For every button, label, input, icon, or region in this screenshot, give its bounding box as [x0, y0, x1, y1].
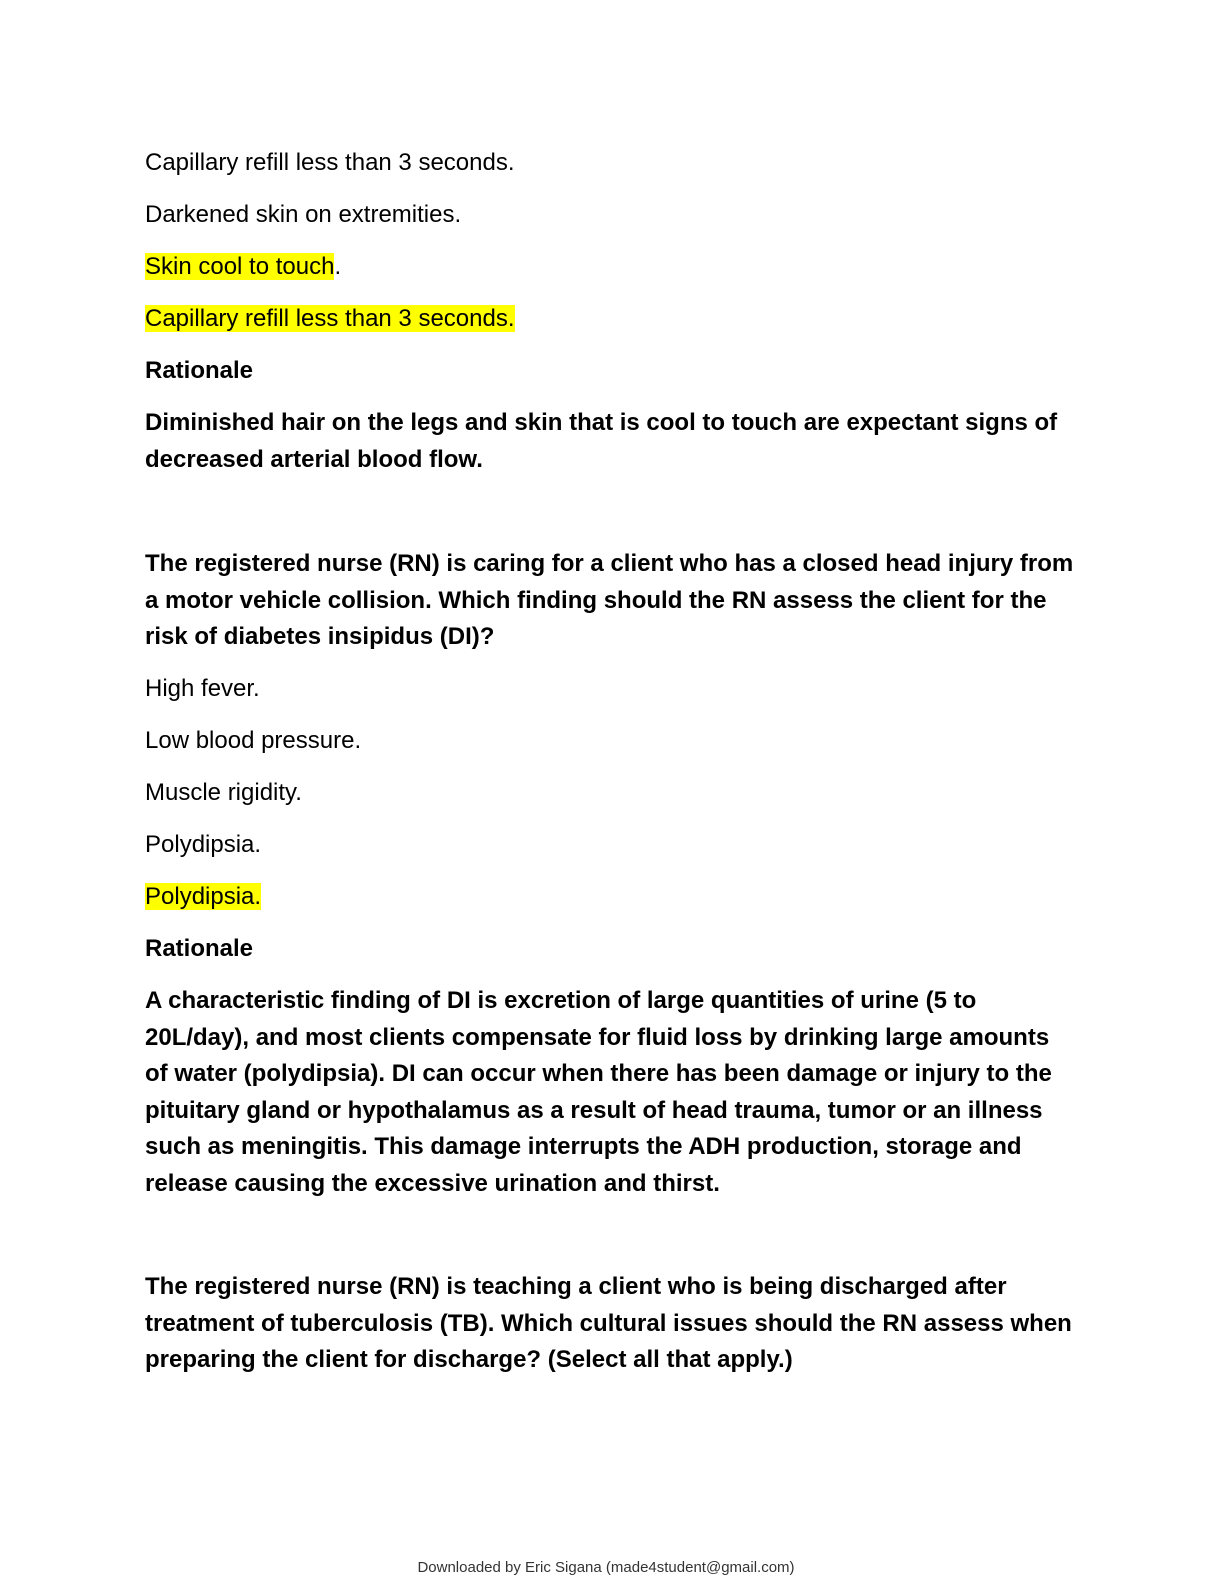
answer-trailing: .	[334, 253, 342, 280]
question-text: The registered nurse (RN) is caring for a client who has a closed head injury from a motor vehicle collision. Which finding should the RN assess the client for the risk of diabetes insipidus (DI)?	[145, 550, 1074, 650]
rationale-text: Diminished hair on the legs and skin that is cool to touch are expectant signs of decreased arterial blood flow.	[145, 409, 1058, 473]
option-darkened-skin: Darkened skin on extremities.	[145, 201, 462, 228]
answer-highlight: Skin cool to touch	[145, 253, 335, 280]
footer-text: Downloaded by Eric Sigana (made4student@gmail.com)	[417, 1559, 795, 1576]
question-text: The registered nurse (RN) is teaching a client who is being discharged after treatment of tuberculosis (TB). Which cultural issues should the RN assess when preparing the client for discharge? (Select all that apply.)	[145, 1273, 1072, 1373]
rationale-heading: Rationale	[145, 357, 254, 384]
option-capillary-refill: Capillary refill less than 3 seconds.	[145, 149, 515, 176]
download-footer	[0, 1559, 1224, 1576]
option-high-fever: High fever.	[145, 675, 260, 702]
answer-highlight: Capillary refill less than 3 seconds.	[145, 305, 515, 332]
answer-skin-cool	[145, 252, 341, 282]
answer-polydipsia	[145, 882, 261, 912]
rationale-heading: Rationale	[145, 935, 254, 962]
answer-capillary-refill	[145, 304, 515, 334]
option-muscle-rigidity: Muscle rigidity.	[145, 779, 302, 806]
option-low-blood-pressure: Low blood pressure.	[145, 727, 362, 754]
option-polydipsia: Polydipsia.	[145, 831, 262, 858]
rationale-text: A characteristic finding of DI is excretion of large quantities of urine (5 to 20L/day), and most clients compensate for fluid loss by drinking large amounts of water (polydipsia). DI can occur when there has been damage or injury to the pituitary gland or hypothalamus as a result of head trauma, tumor or an illness such as meningitis. This damage interrupts the ADH production, storage and release causing the excessive urination and thirst.	[145, 987, 1052, 1197]
answer-highlight: Polydipsia.	[145, 883, 262, 910]
